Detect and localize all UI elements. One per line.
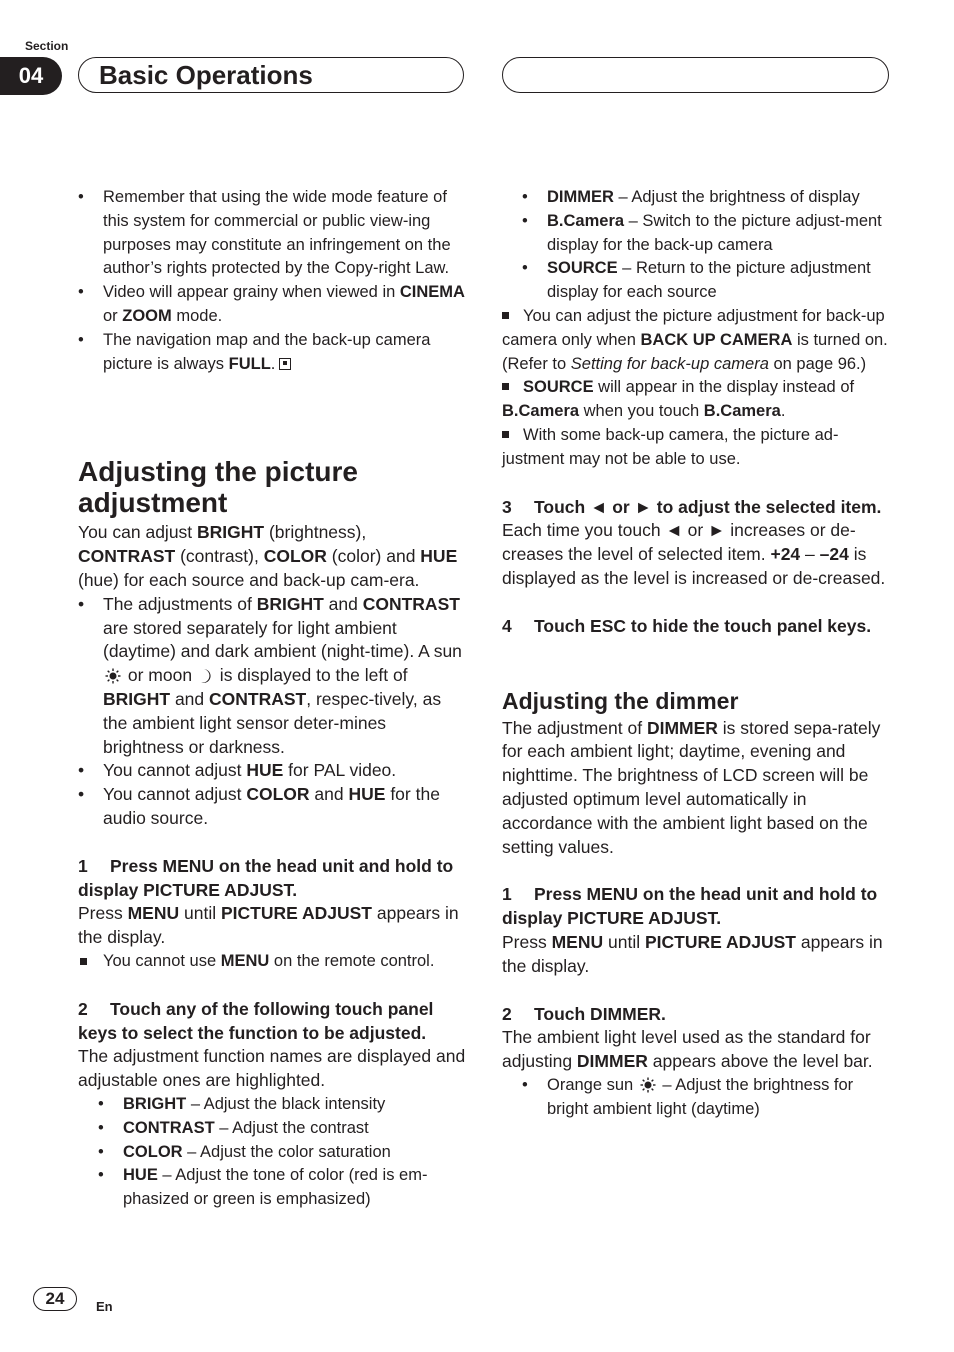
item-orange-sun: • Orange sun – Adjust the brightness for bright ambient light (daytime)	[522, 1074, 890, 1122]
bullet-color-hue-audio: • You cannot adjust COLOR and HUE for the audio source.	[78, 783, 466, 831]
left-column	[78, 186, 466, 1212]
header-title-box	[78, 57, 464, 93]
bullet-adjustments-stored: • The adjustments of BRIGHT and CONTRAST are stored separately for light ambient (daytime) and dark ambient (night-time). A sun or moon is displayed to the left of BRIGHT and CONTRAST, respec-tively, as the ambient light sensor deter-mines brightness or darkness.	[78, 593, 466, 760]
right-column	[502, 186, 890, 1122]
bullet-wide-mode	[78, 186, 466, 281]
item-b-camera: • B.Camera – Switch to the picture adjust-ment display for the back-up camera	[522, 210, 890, 258]
note-square-icon	[502, 312, 509, 319]
header-right-box	[502, 57, 889, 93]
heading-dimmer: Adjusting the dimmer	[502, 687, 739, 714]
bullet-grainy: • Video will appear grainy when viewed in CINEMA or ZOOM mode.	[78, 281, 466, 329]
item-bright: • BRIGHT – Adjust the black intensity	[98, 1093, 466, 1117]
heading-picture-adjustment: Adjusting the picture adjustment	[78, 456, 358, 519]
sun-icon	[640, 1077, 656, 1093]
note-square-icon	[502, 431, 509, 438]
note-square-icon	[502, 383, 509, 390]
note-square-icon	[80, 958, 87, 965]
page-number: 24	[33, 1287, 77, 1311]
bullet-hue-pal: • You cannot adjust HUE for PAL video.	[78, 759, 466, 783]
step-1-title: 1 Press MENU on the head unit and hold to display PICTURE ADJUST.	[78, 855, 454, 900]
step-2-body: The adjustment function names are displayed and adjustable ones are highlighted.	[78, 1046, 466, 1091]
intro-paragraph: You can adjust BRIGHT (brightness), CONTRAST (contrast), COLOR (color) and HUE (hue) for each source and back-up cam-era.	[78, 522, 458, 590]
item-source: • SOURCE – Return to the picture adjustment display for each source	[522, 257, 890, 305]
step-1-body: Press MENU until PICTURE ADJUST appears in the display.	[78, 903, 459, 948]
step-3-title: 3 Touch ◄ or ► to adjust the selected item.	[502, 496, 882, 517]
note-some-camera: With some back-up camera, the picture ad-justment may not be able to use.	[502, 425, 839, 468]
section-label: Section	[25, 39, 69, 53]
note-remote-control: You cannot use MENU on the remote control.	[78, 950, 466, 974]
dimmer-step-2-body: The ambient light level used as the standard for adjusting DIMMER appears above the level bar.	[502, 1027, 873, 1072]
moon-icon	[199, 668, 213, 684]
item-contrast: • CONTRAST – Adjust the contrast	[98, 1117, 466, 1141]
step-2-title: 2 Touch any of the following touch panel keys to select the function to be adjusted.	[78, 998, 434, 1043]
dimmer-paragraph: The adjustment of DIMMER is stored sepa-rately for each ambient light; daytime, evening and nighttime. The brightness of LCD screen will be adjusted optimum level automatically in accordance with the ambient light based on the setting values.	[502, 717, 881, 857]
section-number-badge: 04	[0, 57, 62, 95]
sun-icon	[105, 668, 121, 684]
item-hue: • HUE – Adjust the tone of color (red is em-phasized or green is emphasized)	[98, 1164, 466, 1212]
dimmer-step-2-title: 2 Touch DIMMER.	[502, 1003, 666, 1024]
step-4-title: 4 Touch ESC to hide the touch panel keys.	[502, 615, 872, 636]
item-dimmer: • DIMMER – Adjust the brightness of display	[522, 186, 890, 210]
bullet-text: Remember that using the wide mode feature of this system for commercial or public view-ing purposes may constitute an infringement on the author’s rights protected by the Copy-right Law.	[103, 188, 451, 278]
item-color: • COLOR – Adjust the color saturation	[98, 1141, 466, 1165]
page-title: Basic Operations	[99, 60, 313, 90]
note-source-display: SOURCE will appear in the display instead of B.Camera when you touch B.Camera.	[502, 378, 855, 421]
dimmer-step-1-title: 1 Press MENU on the head unit and hold to display PICTURE ADJUST.	[502, 884, 878, 929]
note-back-up-camera: You can adjust the picture adjustment for back-up camera only when BACK UP CAMERA is turned on. (Refer to Setting for back-up camera on page 96.)	[502, 306, 888, 373]
bullet-navigation-map: • The navigation map and the back-up camera picture is always FULL.	[78, 329, 466, 377]
dimmer-step-1-body: Press MENU until PICTURE ADJUST appears in the display.	[502, 931, 883, 976]
step-3-body: Each time you touch ◄ or ► increases or de-creases the level of selected item. +24 – –24 is displayed as the level is increased or de-creased.	[502, 520, 886, 588]
language-label: En	[96, 1299, 113, 1314]
end-mark-icon	[279, 358, 291, 370]
